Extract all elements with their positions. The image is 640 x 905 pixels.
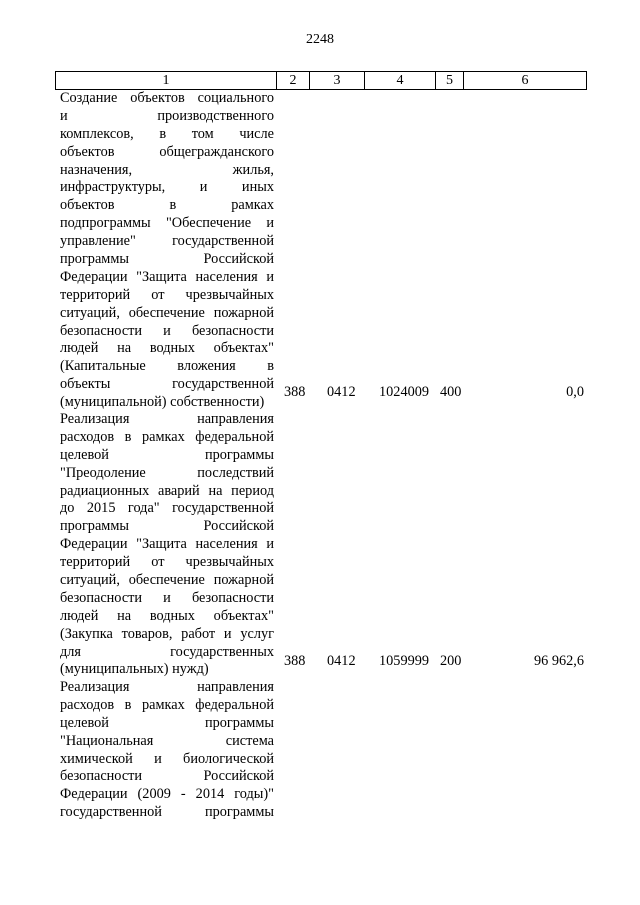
cell-ministry-code: 388 [284, 384, 306, 400]
description-line: программы Российской [60, 518, 274, 535]
description-line: расходов в рамках федеральной [60, 696, 274, 713]
header-col-4: 4 [365, 72, 436, 90]
cell-expense-type: 200 [440, 653, 462, 669]
cell-amount: 96 962,6 [533, 653, 584, 669]
description-line: (Капитальные вложения в [60, 358, 274, 375]
description-line: комплексов, в том числе [60, 125, 274, 142]
cell-target-code: 1024009 [379, 384, 430, 400]
description-line: объектов в рамках [60, 197, 274, 214]
cell-section-code: 0412 [327, 384, 356, 400]
description-line: подпрограммы "Обеспечение и [60, 215, 274, 232]
description-line: Создание объектов социального [60, 90, 274, 106]
description-line: до 2015 года" государственной [60, 500, 274, 517]
description-line: и производственного [60, 107, 274, 124]
cell-expense-type: 400 [440, 384, 462, 400]
description-line: государственной программы [60, 804, 274, 821]
cell-target-code: 1059999 [379, 653, 430, 669]
description-line: целевой программы [60, 446, 274, 463]
description-line: территорий от чрезвычайных [60, 554, 274, 571]
description-line: Федерации "Защита населения и [60, 536, 274, 553]
description-line: объектов общегражданского [60, 143, 274, 160]
description-line: Федерации (2009 - 2014 годы)" [60, 786, 274, 803]
description-line: управление" государственной [60, 233, 274, 250]
description-line: целевой программы [60, 714, 274, 731]
description-line: "Преодоление последствий [60, 464, 274, 481]
header-col-3: 3 [310, 72, 365, 90]
description-line: радиационных аварий на период [60, 482, 274, 499]
header-col-1: 1 [56, 72, 277, 90]
description-line: ситуаций, обеспечение пожарной [60, 572, 274, 589]
description-line: химической и биологической [60, 750, 274, 767]
description-line: безопасности и безопасности [60, 589, 274, 606]
description-line: (Закупка товаров, работ и услуг [60, 625, 274, 642]
page-number: 2248 [306, 32, 334, 47]
row-description [60, 411, 274, 679]
row-description [60, 679, 274, 822]
description-line: ситуаций, обеспечение пожарной [60, 304, 274, 321]
description-line: безопасности и безопасности [60, 322, 274, 339]
description-line: территорий от чрезвычайных [60, 286, 274, 303]
table-header [55, 71, 587, 90]
description-line: расходов в рамках федеральной [60, 428, 274, 445]
description-line: Реализация направления [60, 679, 274, 695]
description-line: (муниципальных) нужд) [60, 661, 209, 678]
cell-ministry-code: 388 [284, 653, 306, 669]
header-col-2: 2 [277, 72, 310, 90]
description-line: для государственных [60, 643, 274, 660]
description-line: "Национальная система [60, 732, 274, 749]
description-line: назначения, жилья, [60, 161, 274, 178]
description-line: людей на водных объектах" [60, 607, 274, 624]
description-line: Реализация направления [60, 411, 274, 427]
description-line: инфраструктуры, и иных [60, 179, 274, 196]
description-line: программы Российской [60, 251, 274, 268]
description-line: Федерации "Защита населения и [60, 268, 274, 285]
row-description [60, 90, 274, 412]
cell-section-code: 0412 [327, 653, 356, 669]
cell-amount: 0,0 [566, 384, 584, 400]
description-line: людей на водных объектах" [60, 340, 274, 357]
header-col-5: 5 [436, 72, 464, 90]
description-line: безопасности Российской [60, 768, 274, 785]
description-line: объекты государственной [60, 376, 274, 393]
header-col-6: 6 [464, 72, 587, 90]
description-line: (муниципальной) собственности) [60, 394, 265, 411]
